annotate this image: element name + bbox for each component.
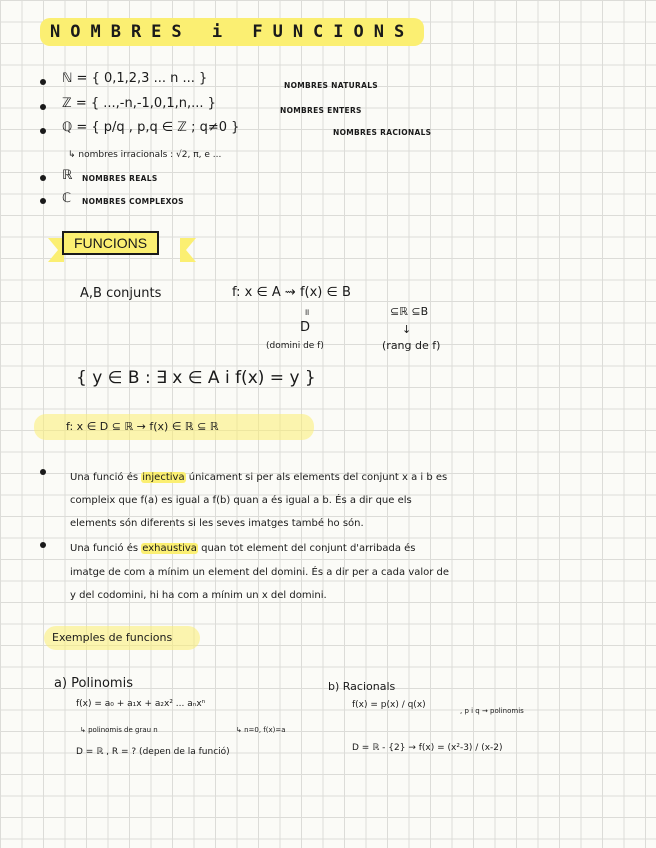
exhaustive-text: quan tot element del conjunt d'arribada és	[197, 543, 416, 554]
set-naturals-label: NOMBRES NATURALS	[284, 81, 379, 90]
exhaustive-term: exhaustiva	[142, 543, 197, 554]
example-b-domain: D = ℝ - {2} → f(x) = (x²-3) / (x-2)	[352, 743, 503, 753]
def-mapping: f: x ∈ A ⇝ f(x) ∈ B	[232, 285, 351, 300]
def-domain-label: (domini de f)	[266, 341, 324, 351]
set-reals-label: NOMBRES REALS	[82, 174, 158, 183]
def-sets: A,B conjunts	[80, 286, 162, 301]
bullet-icon	[40, 469, 46, 475]
example-b-note: , p i q → polinomis	[460, 707, 524, 715]
exhaustive-line-1	[70, 537, 416, 560]
examples-heading: Exemples de funcions	[52, 631, 173, 644]
example-a-note-degree: ↳ polinomis de grau n	[80, 726, 158, 734]
ribbon-right-icon	[180, 238, 196, 262]
page-title: NOMBRES i FUNCIONS	[40, 18, 424, 46]
injective-text: Una funció és	[70, 472, 142, 483]
def-arrow: ↓	[402, 323, 412, 336]
set-naturals-expr: ℕ = { 0,1,2,3 ... n ... }	[62, 71, 208, 86]
bullet-icon	[40, 128, 46, 134]
exhaustive-text: Una funció és	[70, 543, 142, 554]
set-integers-expr: ℤ = { ...,-n,-1,0,1,n,... }	[62, 96, 216, 111]
def-range-label: (rang de f)	[382, 339, 441, 352]
bullet-icon	[40, 175, 46, 181]
set-complex-expr: ℂ	[62, 191, 72, 206]
range-set-definition: { y ∈ B : ∃ x ∈ A i f(x) = y }	[76, 368, 316, 388]
real-function-definition: f: x ∈ D ⊆ ℝ → f(x) ∈ ℝ ⊆ ℝ	[66, 420, 219, 433]
example-a-formula: f(x) = a₀ + a₁x + a₂x² ... aₙxⁿ	[76, 699, 206, 709]
set-rationals-label: NOMBRES RACIONALS	[333, 128, 432, 137]
example-a-label: a) Polinomis	[54, 676, 133, 691]
irrational-note: ↳ nombres irracionals : √2, π, e ...	[68, 150, 222, 160]
injective-term: injectiva	[142, 472, 185, 483]
section-heading-functions: FUNCIONS	[62, 231, 159, 255]
bullet-icon	[40, 79, 46, 85]
bullet-icon	[40, 198, 46, 204]
bullet-icon	[40, 542, 46, 548]
exhaustive-line-2: imatge de com a mínim un element del domini. És a dir per a cada valor de	[70, 567, 450, 578]
injective-text: únicament si per als elements del conjunt x a i b es	[185, 472, 448, 483]
bullet-icon	[40, 104, 46, 110]
injective-line-1	[70, 466, 447, 489]
example-a-domain: D = ℝ , R = ? (depen de la funció)	[76, 747, 230, 757]
example-a-note-constant: ↳ n=0, f(x)=a	[236, 726, 286, 734]
set-rationals-expr: ℚ = { p/q , p,q ∈ ℤ ; q≠0 }	[62, 120, 240, 135]
set-reals-expr: ℝ	[62, 168, 73, 183]
def-subset: ⊆ℝ ⊆B	[390, 305, 429, 318]
exhaustive-line-3: y del codomini, hi ha com a mínim un x del domini.	[70, 590, 327, 601]
def-equals: ॥	[304, 308, 310, 318]
def-domain-symbol: D	[300, 320, 311, 335]
injective-line-2: compleix que f(a) es igual a f(b) quan a és igual a b. És a dir que els	[70, 495, 412, 506]
injective-line-3: elements són diferents si les seves imatges també ho són.	[70, 518, 364, 529]
set-integers-label: NOMBRES ENTERS	[280, 106, 362, 115]
set-complex-label: NOMBRES COMPLEXOS	[82, 197, 184, 206]
example-b-label: b) Racionals	[328, 680, 396, 693]
example-b-formula: f(x) = p(x) / q(x)	[352, 700, 426, 710]
